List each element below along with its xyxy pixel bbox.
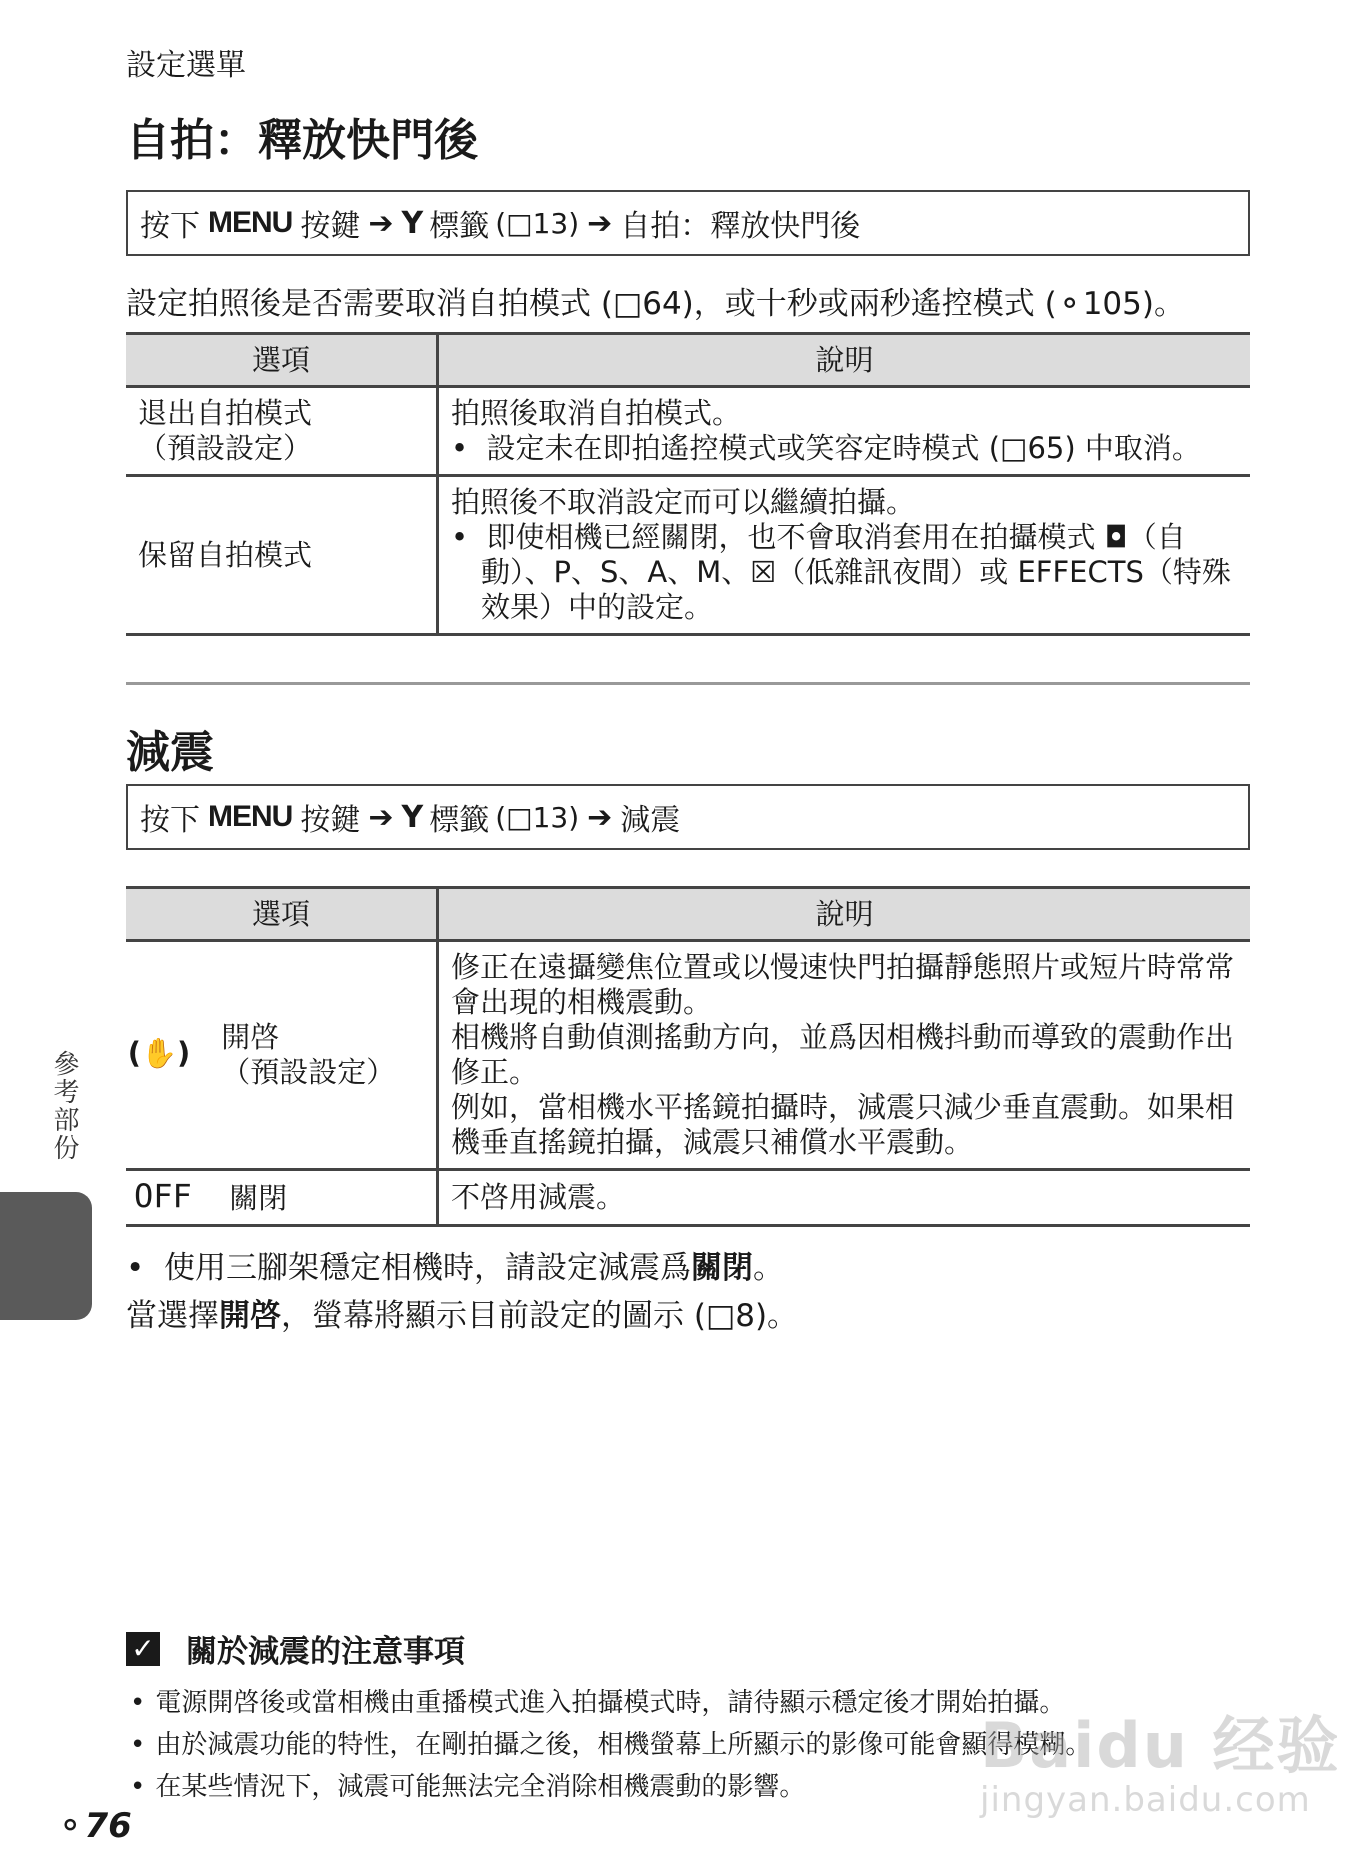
option-name: 關閉	[229, 1181, 288, 1216]
description-text: 拍照後取消自拍模式。	[451, 396, 742, 430]
menu-path-box-vibration-reduction	[126, 784, 1250, 850]
wrench-tab-icon: Y	[401, 799, 424, 835]
vibration-reduction-on-icon: (✋)	[127, 1036, 191, 1070]
column-header-option: 選項	[126, 888, 438, 941]
nav-prefix: 按下	[140, 803, 200, 838]
section-intro: 設定拍照後是否需要取消自拍模式 (□64)，或十秒或兩秒遙控模式 (⚬105)。	[126, 286, 1185, 322]
note-line: 當選擇開啓，螢幕將顯示目前設定的圖示 (□8)。	[126, 1298, 799, 1334]
section-title-vibration-reduction: 減震	[126, 727, 214, 778]
description-cell	[438, 941, 1251, 1170]
table-row	[126, 1170, 1250, 1226]
watermark-url: jingyan.baidu.com	[980, 1780, 1311, 1820]
option-cell	[126, 476, 438, 635]
menu-path-box-self-timer	[126, 190, 1250, 256]
table-row	[126, 941, 1250, 1170]
arrow-icon: ➔	[587, 799, 613, 835]
options-table-self-timer	[126, 332, 1250, 636]
section-divider	[126, 682, 1250, 685]
description-bullet: • 即使相機已經關閉，也不會取消套用在拍攝模式 ◘（自動）、P、S、A、M、☒（低雜訊夜間）或 EFFECTS（特殊效果）中的設定。	[451, 520, 1231, 624]
table-row	[126, 476, 1250, 635]
option-note: （預設設定）	[138, 431, 313, 465]
list-item: • 電源開啓後或當相機由重播模式進入拍攝模式時，請待顯示穩定後才開始拍攝。	[130, 1682, 1091, 1724]
page-header: 設定選單	[126, 48, 246, 83]
description-text: 例如，當相機水平搖鏡拍攝時，減震只減少垂直震動。如果相機垂直搖鏡拍攝，減震只補償水平震動。	[451, 1090, 1235, 1159]
section-title-self-timer: 自拍：釋放快門後	[126, 115, 478, 166]
page-ref: (□13)	[495, 800, 580, 834]
side-tab-label: 參考部份	[49, 1050, 79, 1162]
wrench-tab-icon: Y	[401, 205, 424, 241]
list-item: • 在某些情況下，減震可能無法完全消除相機震動的影響。	[130, 1766, 1091, 1808]
nav-prefix: 按下	[140, 209, 200, 244]
nav-target: 自拍：釋放快門後	[620, 209, 861, 244]
caution-title: 關於減震的注意事項	[186, 1634, 465, 1670]
nav-key: 按鍵	[300, 803, 361, 838]
option-cell	[126, 941, 438, 1170]
option-note: （預設設定）	[221, 1055, 396, 1089]
arrow-icon: ➔	[587, 205, 613, 241]
menu-key-label: MENU	[208, 800, 293, 833]
arrow-icon: ➔	[368, 799, 394, 835]
option-cell	[126, 1170, 438, 1226]
description-text: 拍照後不取消設定而可以繼續拍攝。	[451, 485, 916, 519]
description-cell	[438, 476, 1251, 635]
page-number: ⚬76	[56, 1806, 132, 1846]
side-tab-marker	[0, 1192, 92, 1320]
menu-key-label: MENU	[208, 206, 293, 239]
nav-tab: 標籤	[429, 209, 490, 244]
column-header-description: 說明	[438, 334, 1251, 387]
column-header-description: 說明	[438, 888, 1251, 941]
option-cell	[126, 387, 438, 476]
description-text: 修正在遠攝變焦位置或以慢速快門拍攝靜態照片或短片時常常會出現的相機震動。	[451, 950, 1235, 1019]
option-name: 退出自拍模式	[138, 396, 313, 430]
nav-tab: 標籤	[429, 803, 490, 838]
page-ref: (□13)	[495, 206, 580, 240]
description-cell	[438, 387, 1251, 476]
caution-list	[130, 1682, 1091, 1808]
list-item: • 由於減震功能的特性，在剛拍攝之後，相機螢幕上所顯示的影像可能會顯得模糊。	[130, 1724, 1091, 1766]
watermark-logo: Baidu 经验	[980, 1709, 1341, 1782]
option-name: 開啓	[221, 1020, 280, 1054]
description-bullet: • 設定未在即拍遙控模式或笑容定時模式 (□65) 中取消。	[451, 431, 1201, 465]
vibration-reduction-off-icon: OFF	[134, 1176, 192, 1215]
caution-heading	[126, 1626, 465, 1671]
description-text: 不啓用減震。	[451, 1180, 626, 1214]
arrow-icon: ➔	[368, 205, 394, 241]
description-text: 相機將自動偵測搖動方向，並爲因相機抖動而導致的震動作出修正。	[451, 1020, 1235, 1089]
description-cell	[438, 1170, 1251, 1226]
options-table-vibration-reduction	[126, 886, 1250, 1227]
table-row	[126, 387, 1250, 476]
checkmark-icon: ✓	[126, 1632, 160, 1666]
nav-target: 減震	[620, 803, 681, 838]
note-bullet: • 使用三腳架穩定相機時，請設定減震爲關閉。	[126, 1250, 784, 1286]
option-label	[221, 1020, 395, 1090]
nav-key: 按鍵	[300, 209, 361, 244]
column-header-option: 選項	[126, 334, 438, 387]
option-name: 保留自拍模式	[138, 537, 313, 572]
